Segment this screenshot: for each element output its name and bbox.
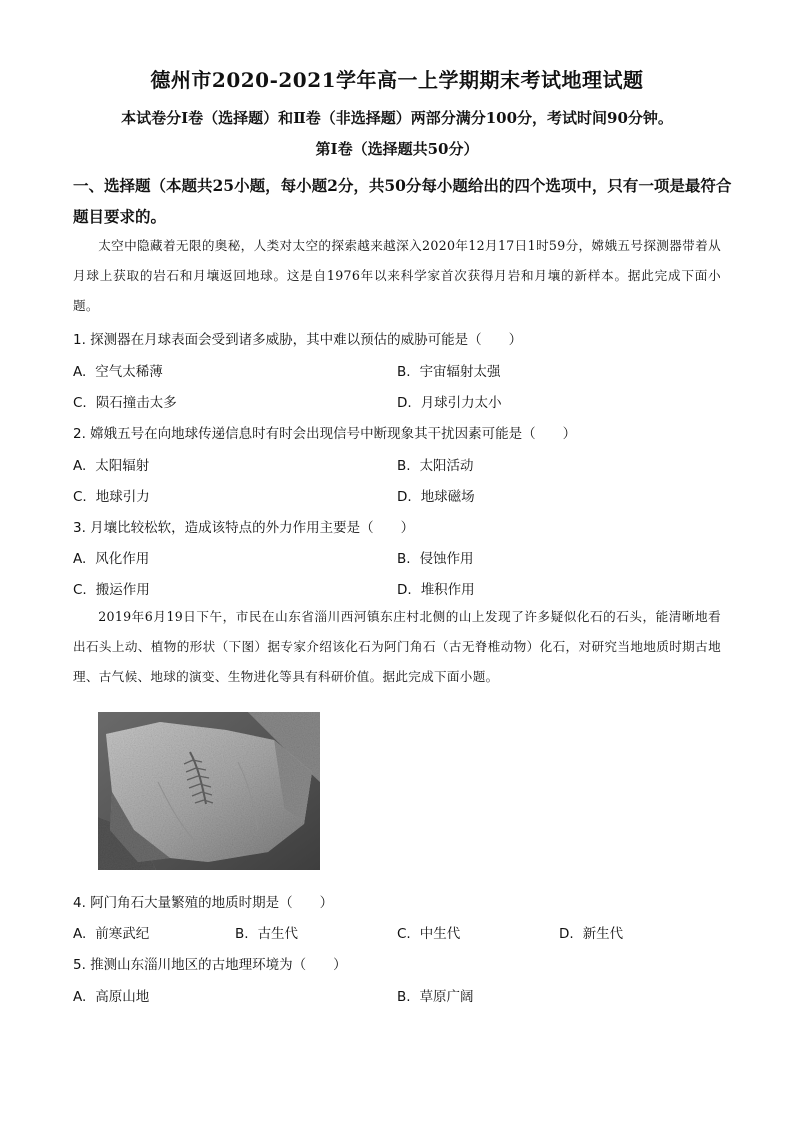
option-3d[interactable] [397,578,475,598]
option-letter: B. [397,364,411,380]
option-text: 搬运作用 [95,582,150,598]
option-1d[interactable] [397,391,502,411]
option-4d[interactable] [559,922,623,942]
option-1a[interactable] [73,360,163,380]
option-1b[interactable] [397,360,501,380]
option-letter: A. [73,364,87,380]
question-4: 4. 阿门角石大量繁殖的地质时期是（ ） [73,895,334,911]
option-text: 太阳辐射 [95,458,150,474]
option-letter: C. [73,395,87,411]
option-letter: A. [73,926,87,942]
question-3: 3. 月壤比较松软，造成该特点的外力作用主要是（ ） [73,520,415,536]
option-text: 风化作用 [95,551,150,567]
option-letter: D. [397,489,412,505]
option-letter: A. [73,551,87,567]
option-4b[interactable] [235,922,298,942]
option-text: 前寒武纪 [95,926,150,942]
exam-note: 本试卷分Ⅰ卷（选择题）和Ⅱ卷（非选择题）两部分满分100分，考试时间90分钟。 [121,109,673,127]
option-letter: A. [73,989,87,1005]
option-5a[interactable] [73,985,149,1005]
fossil-photo-graphic [98,712,320,870]
option-text: 空气太稀薄 [95,364,163,380]
option-letter: B. [397,989,411,1005]
option-3c[interactable] [73,578,150,598]
option-letter: B. [397,458,411,474]
option-5b[interactable] [397,985,474,1005]
option-text: 堆积作用 [420,582,475,598]
option-letter: D. [559,926,574,942]
option-4a[interactable] [73,922,149,942]
option-text: 陨石撞击太多 [95,395,177,411]
option-text: 高原山地 [95,989,150,1005]
option-1c[interactable] [73,391,177,411]
option-2c[interactable] [73,485,150,505]
page-title: 德州市2020-2021学年高一上学期期末考试地理试题 [150,68,644,92]
option-text: 草原广阔 [419,989,474,1005]
option-letter: B. [397,551,411,567]
option-2a[interactable] [73,454,149,474]
option-3b[interactable] [397,547,474,567]
question-2: 2. 嫦娥五号在向地球传递信息时有时会出现信号中断现象其干扰因素可能是（ ） [73,426,577,442]
question-1: 1. 探测器在月球表面会受到诸多威胁，其中难以预估的威胁可能是（ ） [73,332,523,348]
option-text: 地球磁场 [420,489,475,505]
option-text: 侵蚀作用 [419,551,474,567]
option-letter: D. [397,582,412,598]
option-text: 宇宙辐射太强 [419,364,501,380]
fossil-photo [98,712,320,870]
option-text: 月球引力太小 [420,395,502,411]
material-paragraph-2: 2019年6月19日下午，市民在山东省淄川西河镇东庄村北侧的山上发现了许多疑似化石的石头，能清晰地看出石头上动、植物的形状（下图）据专家介绍该化石为阿门角石（古无脊椎动物）化石，对研究当地地质时期古地理、古气候、地球的演变、生物进化等具有科研价值。据此完成下面小题。 [73,609,721,684]
section-heading: 一、选择题（本题共25小题，每小题2分，共50分每小题给出的四个选项中，只有一项是最符合题目要求的。 [73,176,732,226]
option-letter: D. [397,395,412,411]
option-letter: C. [73,582,87,598]
option-4c[interactable] [397,922,460,942]
option-text: 新生代 [582,926,624,942]
material-paragraph-1: 太空中隐藏着无限的奥秘，人类对太空的探索越来越深入2020年12月17日1时59分，嫦娥五号探测器带着从月球上获取的岩石和月壤返回地球。这是自1976年以来科学家首次获得月岩和月壤的新样本。据此完成下面小题。 [73,238,721,313]
option-3a[interactable] [73,547,149,567]
option-letter: C. [397,926,411,942]
option-letter: C. [73,489,87,505]
option-text: 地球引力 [95,489,150,505]
part-title: 第Ⅰ卷（选择题共50分） [315,140,479,158]
option-2b[interactable] [397,454,474,474]
option-letter: A. [73,458,87,474]
option-letter: B. [235,926,249,942]
option-text: 太阳活动 [419,458,474,474]
option-text: 古生代 [257,926,299,942]
option-2d[interactable] [397,485,475,505]
option-text: 中生代 [419,926,461,942]
question-5: 5. 推测山东淄川地区的古地理环境为（ ） [73,957,347,973]
